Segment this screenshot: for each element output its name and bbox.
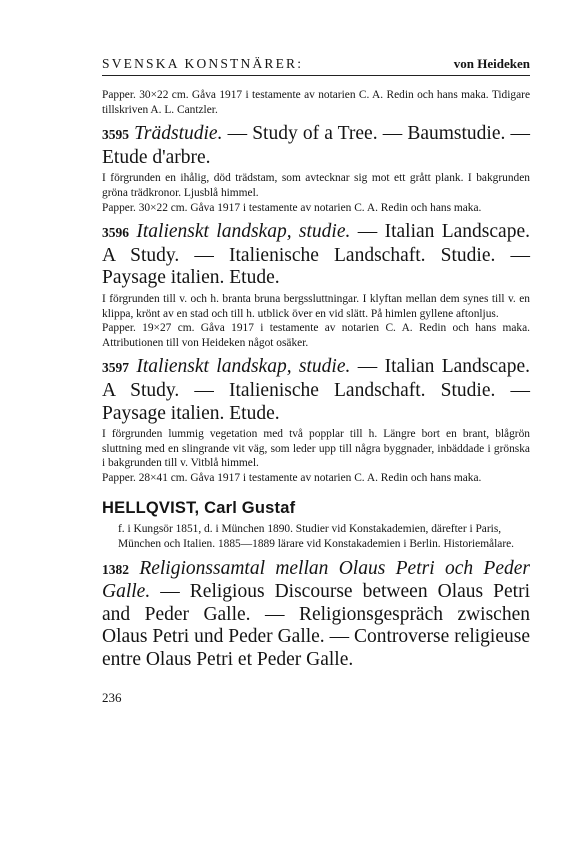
catalogue-entry (102, 221, 530, 350)
entry-title-swedish: Religionssamtal mellan Olaus Petri och Peder Galle. (102, 557, 530, 603)
entry-number: 3595 (102, 127, 129, 143)
entry-details: Papper. 19×27 cm. Gåva 1917 i testamente av notarien C. A. Redin och hans maka. Attributionen till von Heideken något osäker. (102, 322, 530, 349)
entry-title (102, 123, 530, 169)
page-number: 236 (102, 689, 122, 705)
artist-heading: HELLQVIST, Carl Gustaf (102, 499, 296, 518)
header-rule (102, 75, 530, 76)
artist-biography: f. i Kungsör 1851, d. i München 1890. Studier vid Konstakademien, därefter i Paris, München och Italien. 1885—1889 lärare vid Konstakademien i Berlin. Historiemålare. (118, 523, 515, 551)
entry-number: 3596 (102, 225, 129, 241)
entry-title-translations: — Study of a Tree. — Baumstudie. — Etude d'arbre. (102, 123, 531, 168)
entry-title (102, 558, 530, 672)
entry-title-swedish: Italienskt landskap, studie. (136, 221, 351, 243)
catalogue-page (102, 56, 530, 706)
entry-title-translations: — Italian Landscape. A Study. — Italienische Landschaft. Studie. — Paysage italien. Etude. (102, 221, 530, 289)
entry-number: 3597 (102, 360, 129, 376)
running-header (102, 56, 530, 72)
entry-description: I förgrunden lummig vegetation med två popplar till h. Längre bort en brant, blågrön sluttning med en slingrande vit väg, som leder upp till några byggnader, inbäddade i grönska i bakgrunden till v. Vitblå himmel. (102, 428, 530, 470)
entry-title-translations: — Italian Landscape. A Study. — Italienische Landschaft. Studie. — Paysage italien. Etude. (102, 356, 530, 424)
entry-title-translations: — Religious Discourse between Olaus Petri and Peder Galle. — Religionsgespräch zwischen Olaus Petri und Peder Galle. — Controverse religieuse entre Olaus Petri et Peder Galle. (102, 581, 530, 671)
entry-details: Papper. 30×22 cm. Gåva 1917 i testamente av notarien C. A. Redin och hans maka. (102, 201, 482, 214)
continued-entry-details: Papper. 30×22 cm. Gåva 1917 i testamente av notarien C. A. Redin och hans maka. Tidigare tillskriven A. L. Cantzler. (102, 89, 530, 116)
catalogue-entry (102, 123, 530, 215)
entry-title (102, 356, 530, 425)
catalogue-entry (102, 558, 530, 672)
entry-description: I förgrunden en ihålig, död trädstam, som avtecknar sig mot ett grått plank. I bakgrunden gröna trädkronor. Ljusblå himmel. (102, 172, 530, 199)
entry-title (102, 221, 530, 290)
entry-details: Papper. 28×41 cm. Gåva 1917 i testamente av notarien C. A. Redin och hans maka. (102, 471, 482, 484)
entry-title-swedish: Trädstudie. (134, 123, 223, 145)
running-header-right: von Heideken (453, 56, 530, 71)
entry-number: 1382 (102, 561, 129, 577)
running-header-left: SVENSKA KONSTNÄRER: (102, 56, 304, 71)
entry-title-swedish: Italienskt landskap, studie. (136, 356, 351, 378)
catalogue-entry (102, 356, 530, 485)
entry-description: I förgrunden till v. och h. branta bruna bergssluttningar. I klyftan mellan dem synes till v. en klippa, krönt av en stad och till h. utblick över en vid slätt. På himlen gyllene aftonljus. (102, 292, 530, 320)
